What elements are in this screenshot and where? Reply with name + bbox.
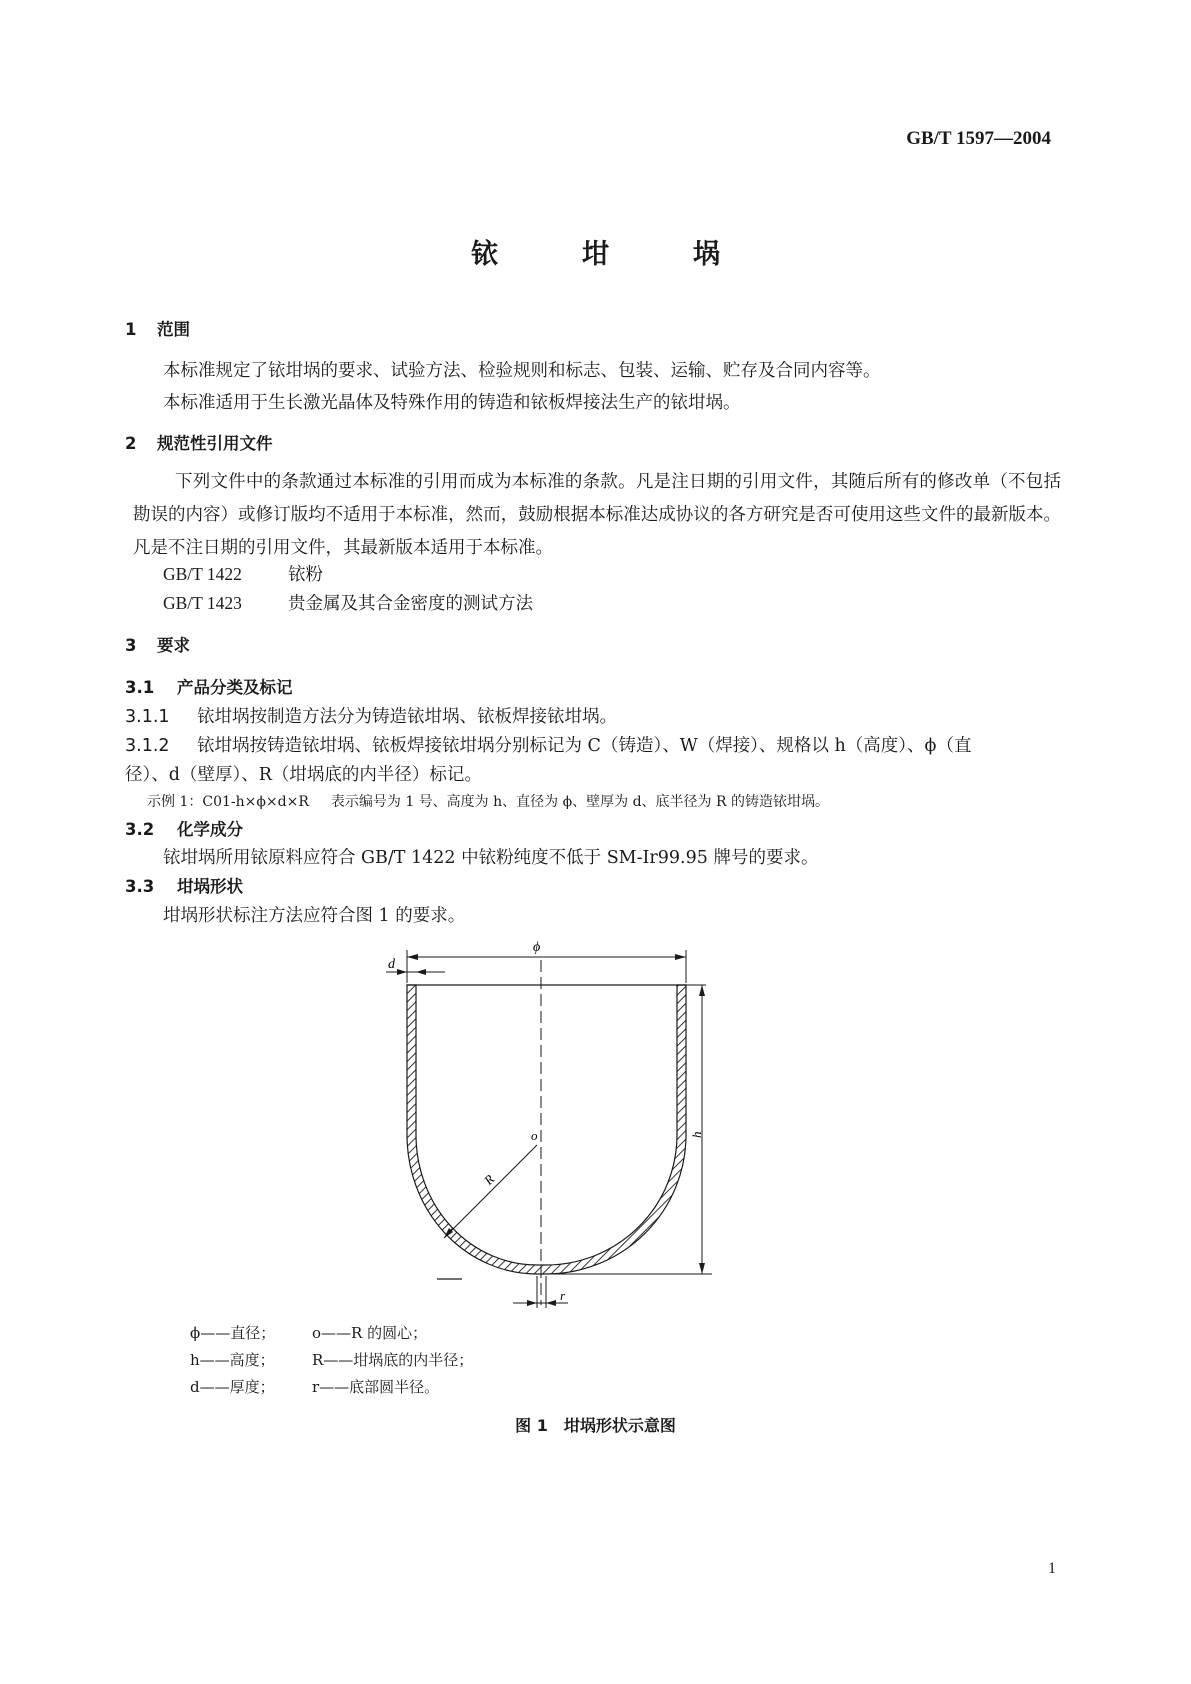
clause-3-1-1 [125,703,617,728]
legend-item: ϕ——直径； [190,1324,276,1342]
section-title: 要求 [157,636,190,655]
R-leader-line [444,1145,537,1238]
subsection-3-2-heading [125,816,243,840]
section-number: 2 [125,434,137,453]
phi-label: ϕ [533,940,541,955]
section-title: 化学成分 [177,820,243,839]
section-title: 产品分类及标记 [177,678,293,697]
paragraph: 本标准规定了铱坩埚的要求、试验方法、检验规则和标志、包装、运输、贮存及合同内容等。 [163,361,881,381]
section-3-heading [125,632,190,656]
o-label: o [531,1128,538,1143]
subsection-3-1-heading [125,674,293,698]
reference-code: GB/T 1423 [163,593,242,613]
reference-code: GB/T 1422 [163,564,242,584]
section-number: 1 [125,320,137,339]
section-number: 3.1 [125,678,155,697]
subsection-3-3-heading [125,873,243,897]
clause-text: 铱坩埚按铸造铱坩埚、铱板焊接铱坩埚分别标记为 C（铸造）、W（焊接）、规格以 h（高度）、ϕ（直 [197,736,972,756]
d-label: d [388,957,395,972]
section-title: 坩埚形状 [177,877,243,896]
r-label: r [560,1288,566,1303]
reference-item [163,590,533,615]
example-formula: 示例 1：C01-h×ϕ×d×R [147,794,309,810]
crucible-figure [370,930,750,1320]
clause-text-continued: 径）、d（壁厚）、R（坩埚底的内半径）标记。 [125,765,482,785]
paragraph: 本标准适用于生长激光晶体及特殊作用的铸造和铱板焊接法生产的铱坩埚。 [163,393,741,413]
standard-code: GB/T 1597—2004 [906,128,1051,149]
page-number: 1 [1048,1560,1056,1577]
paragraph: 下列文件中的条款通过本标准的引用而成为本标准的条款。凡是注日期的引用文件，其随后所有的修改单（不包括勘误的内容）或修订版均不适用于本标准，然而，鼓励根据本标准达成协议的各方研究是否可使用这些文件的最新版本。凡是不注日期的引用文件，其最新版本适用于本标准。 [133,472,1061,558]
section-number: 3 [125,636,137,655]
clause-number: 3.1.1 [125,707,170,727]
legend-item: R——坩埚底的内半径； [312,1351,474,1369]
reference-title: 铱粉 [288,565,323,585]
clause-number: 3.1.2 [125,736,170,756]
clause-text: 铱坩埚按制造方法分为铸造铱坩埚、铱板焊接铱坩埚。 [197,707,617,727]
legend-item: r——底部圆半径。 [312,1378,440,1396]
section-2-heading [125,430,273,454]
clause-3-1-2 [125,732,971,757]
h-label: h [689,1131,704,1138]
reference-title: 贵金属及其合金密度的测试方法 [288,594,533,614]
R-label: R [480,1171,498,1188]
example-description: 表示编号为 1 号、高度为 h、直径为 ϕ、壁厚为 d、底半径为 R 的铸造铱坩埚。 [330,794,829,810]
legend-item: o——R 的圆心； [312,1324,428,1342]
legend-item: d——厚度； [190,1378,275,1396]
legend-row [190,1349,473,1370]
section-title: 范围 [157,320,190,339]
legend-row [190,1376,439,1397]
document-title: 铱坩埚 [471,239,804,270]
section-number: 3.3 [125,877,155,896]
figure-caption: 图 1 坩埚形状示意图 [515,1416,676,1435]
example-note [147,791,829,811]
section-number: 3.2 [125,820,155,839]
legend-item: h——高度； [190,1351,275,1369]
paragraph: 坩埚形状标注方法应符合图 1 的要求。 [163,906,466,926]
reference-item [163,561,323,586]
legend-row [190,1322,427,1343]
section-title: 规范性引用文件 [157,434,273,453]
paragraph: 铱坩埚所用铱原料应符合 GB/T 1422 中铱粉纯度不低于 SM-Ir99.95 牌号的要求。 [163,848,819,868]
section-1-heading [125,316,190,340]
